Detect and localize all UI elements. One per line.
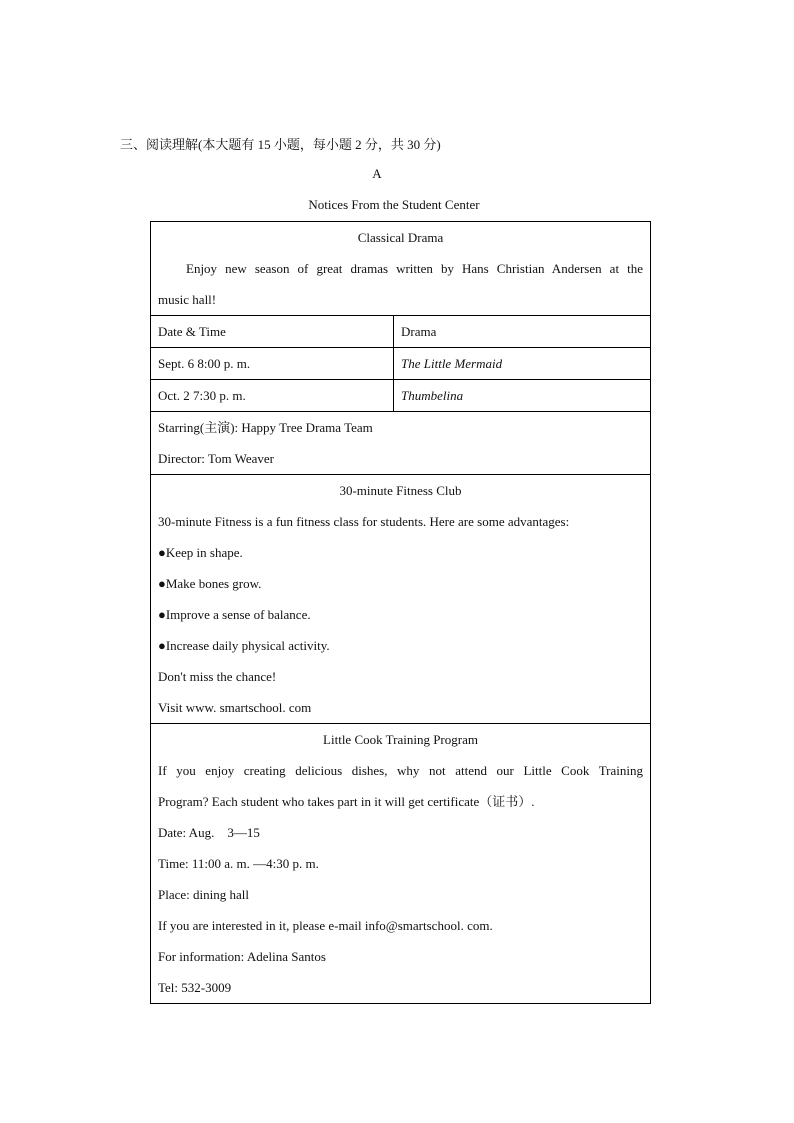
drama-date-cell: Sept. 6 8:00 p. m. xyxy=(151,348,394,380)
col-date-header: Date & Time xyxy=(151,316,394,348)
drama-director: Director: Tom Weaver xyxy=(158,451,274,466)
drama-column-header-row xyxy=(151,316,651,348)
notices-table xyxy=(150,221,651,1004)
drama-name-cell xyxy=(394,348,651,380)
list-item: ●Improve a sense of balance. xyxy=(158,607,311,622)
notice-title: Notices From the Student Center xyxy=(308,197,480,212)
cook-time: Time: 11:00 a. m. —4:30 p. m. xyxy=(158,856,319,871)
drama-name: Thumbelina xyxy=(401,388,464,403)
cook-place: Place: dining hall xyxy=(158,887,249,902)
drama-name-cell xyxy=(394,380,651,412)
cook-intro-line2: Program? Each student who takes part in it will get certificate（证书）. xyxy=(158,794,535,809)
cook-tel: Tel: 532-3009 xyxy=(158,980,232,995)
drama-name: The Little Mermaid xyxy=(401,356,503,371)
cook-title: Little Cook Training Program xyxy=(323,732,478,747)
part-letter: A xyxy=(372,166,382,181)
drama-header-row xyxy=(151,222,651,316)
fitness-row xyxy=(151,475,651,724)
col-drama-header: Drama xyxy=(394,316,651,348)
section-heading: 三、阅读理解(本大题有 15 小题，每小题 2 分，共 30 分) xyxy=(120,137,441,152)
cook-cell xyxy=(151,724,651,1004)
drama-intro-line2: music hall! xyxy=(158,292,217,307)
fitness-intro: 30-minute Fitness is a fun fitness class for students. Here are some advantages: xyxy=(158,514,570,529)
drama-credits-row xyxy=(151,412,651,475)
drama-intro-line1: Enjoy new season of great dramas written by Hans Christian Andersen at the xyxy=(186,261,644,276)
drama-header-cell xyxy=(151,222,651,316)
fitness-cell xyxy=(151,475,651,724)
list-item: ●Keep in shape. xyxy=(158,545,243,560)
fitness-closing: Don't miss the chance! xyxy=(158,669,277,684)
cook-date: Date: Aug. 3—15 xyxy=(158,825,260,840)
list-item: ●Make bones grow. xyxy=(158,576,262,591)
cook-email: If you are interested in it, please e-mail info@smartschool. com. xyxy=(158,918,493,933)
fitness-visit: Visit www. smartschool. com xyxy=(158,700,312,715)
table-row xyxy=(151,380,651,412)
cook-row xyxy=(151,724,651,1004)
fitness-title: 30-minute Fitness Club xyxy=(339,483,462,498)
drama-credits-cell xyxy=(151,412,651,475)
drama-title: Classical Drama xyxy=(357,230,444,245)
table-row xyxy=(151,348,651,380)
cook-intro-line1: If you enjoy creating delicious dishes, why not attend our Little Cook Training xyxy=(158,763,644,778)
cook-info: For information: Adelina Santos xyxy=(158,949,326,964)
list-item: ●Increase daily physical activity. xyxy=(158,638,330,653)
drama-date-cell: Oct. 2 7:30 p. m. xyxy=(151,380,394,412)
drama-starring: Starring(主演): Happy Tree Drama Team xyxy=(158,420,373,435)
